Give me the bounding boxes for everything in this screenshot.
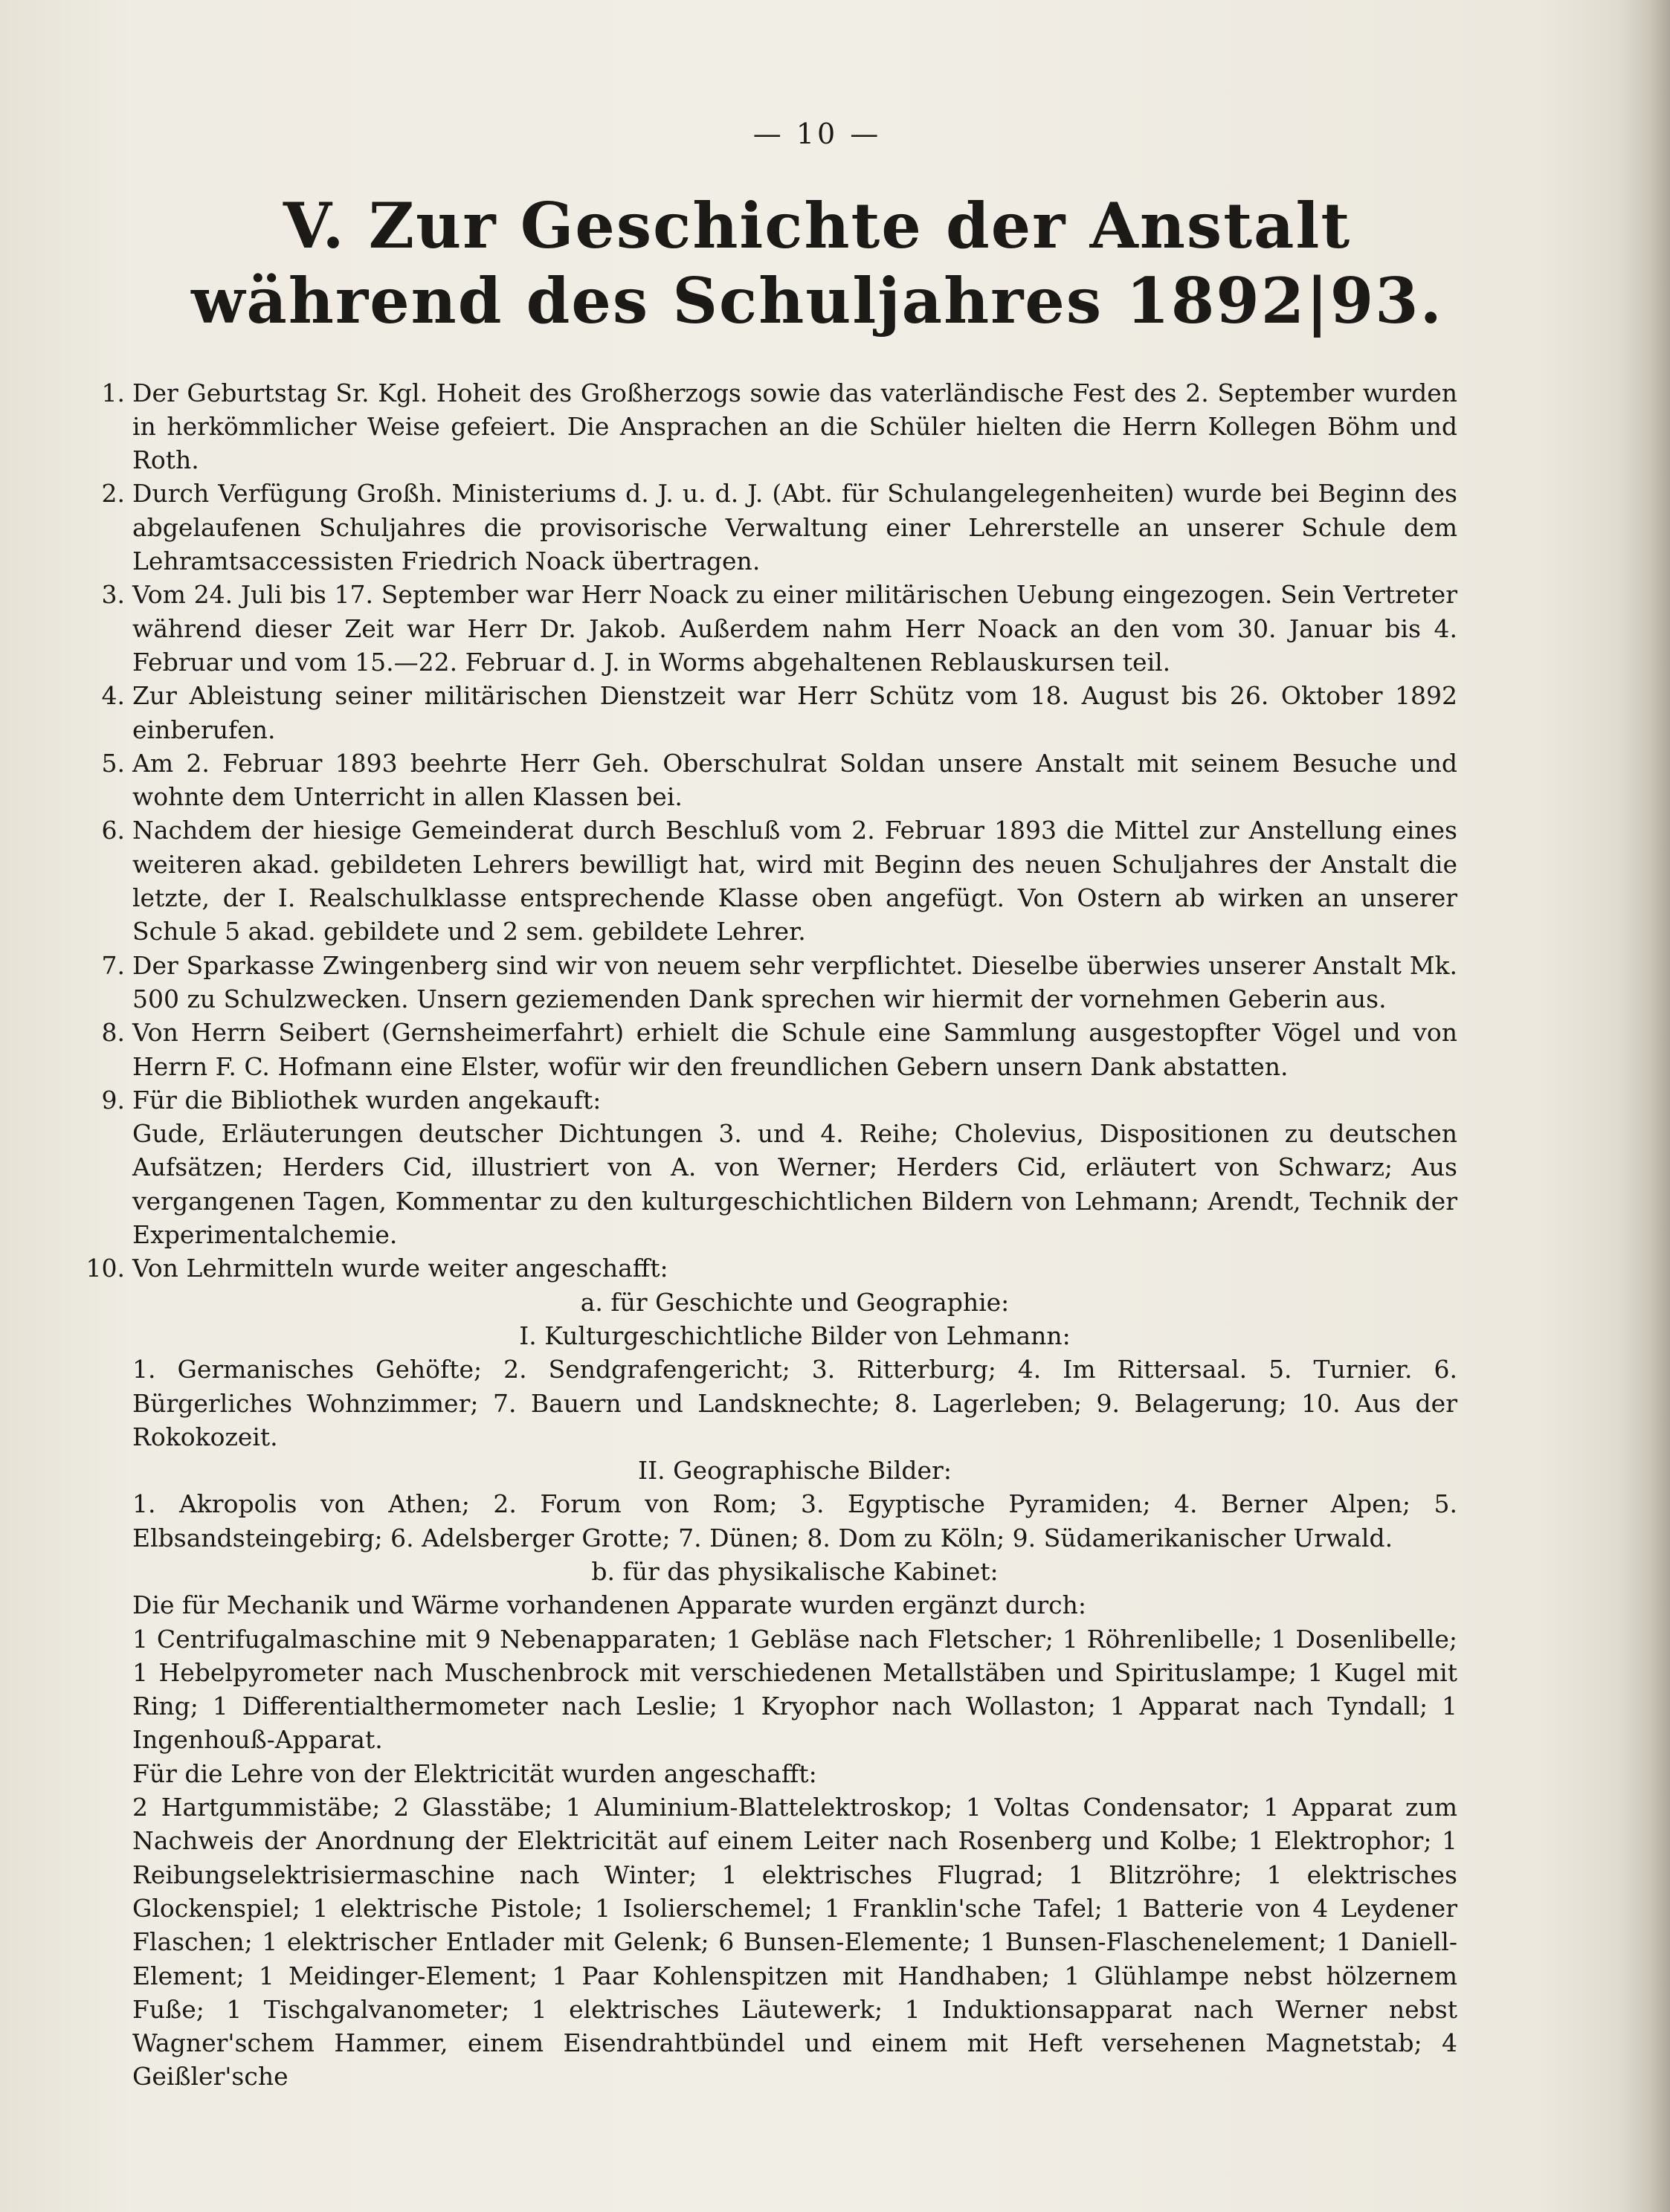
list-item (86, 1251, 1457, 1285)
section-intro-b: Die für Mechanik und Wärme vorhandenen Apparate wurden ergänzt durch: (132, 1590, 1087, 1620)
item-number: 1. (101, 378, 125, 407)
item-number: 2. (101, 479, 125, 509)
section-text-I: 1. Germanisches Gehöfte; 2. Sendgrafengericht; 3. Ritterburg; 4. Im Rittersaal. 5. Turnier. 6. Bürgerliches Wohnzimmer; 7. Bauern und Landsknechte; 8. Lagerleben; 9. Belagerung; 10. Aus der Rokokozeit. (132, 1355, 1457, 1451)
section-text-II: 1. Akropolis von Athen; 2. Forum von Rom; 3. Egyptische Pyramiden; 4. Berner Alpen; 5. Elbsandsteingebirg; 6. Adelsberger Grotte; 7. Dünen; 8. Dom zu Köln; 9. Südamerikanischer Urwald. (132, 1489, 1457, 1552)
item-text: Gude, Erläuterungen deutscher Dichtungen 3. und 4. Reihe; Cholevius, Dispositionen zu deutschen Aufsätzen; Herders Cid, illustriert von A. von Werner; Herders Cid, erläutert von Schwarz; Aus vergangenen Tagen, Kommentar zu den kulturgeschichtlichen Bildern von Lehmann; Arendt, Technik der Experimentalchemie. (132, 1119, 1457, 1250)
item-text: Der Sparkasse Zwingenberg sind wir von neuem sehr verpflichtet. Dieselbe überwies unserer Anstalt Mk. 500 zu Schulzwecken. Unsern geziemenden Dank sprechen wir hiermit der vornehmen Geberin aus. (132, 950, 1457, 1013)
section-heading-I: I. Kulturgeschichtliche Bilder von Lehmann: (519, 1321, 1071, 1350)
chapter-title-line-2: während des Schuljahres 1892|93. (191, 263, 1443, 338)
chronicle-list (86, 376, 1457, 2094)
item-text: Durch Verfügung Großh. Ministeriums d. J. u. d. J. (Abt. für Schulangelegenheiten) wurde bei Beginn des abgelaufenen Schuljahres die provisorische Verwaltung einer Lehrerstelle an unserer Schule dem Lehramtsaccessisten Friedrich Noack übertragen. (132, 479, 1457, 576)
page-number: — 10 — (752, 117, 882, 150)
section-intro-elektricitaet: Für die Lehre von der Elektricität wurden angeschafft: (132, 1758, 817, 1788)
chapter-title (177, 189, 1457, 339)
list-item (101, 1083, 1457, 1117)
section-heading-II: II. Geographische Bilder: (638, 1456, 952, 1486)
item-text: Von Herrn Seibert (Gernsheimerfahrt) erhielt die Schule eine Sammlung ausgestopfter Vögel und von Herrn F. C. Hofmann eine Elster, wofür wir den freundlichen Gebern unsern Dank abstatten. (132, 1018, 1457, 1081)
item-number: 5. (101, 748, 125, 778)
item-text: Vom 24. Juli bis 17. September war Herr Noack zu einer militärischen Uebung eingezogen. Sein Vertreter während dieser Zeit war Herr Dr. Jakob. Außerdem nahm Herr Noack an den vom 30. Januar bis 4. Februar und vom 15.—22. Februar d. J. in Worms abgehaltenen Reblauskursen teil. (132, 580, 1457, 677)
item-text: Am 2. Februar 1893 beehrte Herr Geh. Oberschulrat Soldan unsere Anstalt mit seinem Besuche und wohnte dem Unterricht in allen Klassen bei. (132, 748, 1457, 812)
item-text: Zur Ableistung seiner militärischen Dienstzeit war Herr Schütz vom 18. August bis 26. Oktober 1892 einberufen. (132, 681, 1457, 744)
list-item (101, 679, 1457, 747)
section-heading-b: b. für das physikalische Kabinet: (591, 1556, 999, 1586)
item-number: 9. (101, 1085, 125, 1115)
list-item (101, 376, 1457, 477)
chapter-title-line-1: V. Zur Geschichte der Anstalt (283, 189, 1352, 262)
list-item (101, 747, 1457, 814)
library-list (132, 1117, 1457, 1251)
page-content (86, 117, 1457, 2094)
list-item (101, 813, 1457, 948)
list-item (101, 477, 1457, 578)
list-item (101, 578, 1457, 679)
item-number: 7. (101, 950, 125, 980)
section-heading-a: a. für Geschichte und Geographie: (580, 1287, 1010, 1317)
item-text: Nachdem der hiesige Gemeinderat durch Beschluß vom 2. Februar 1893 die Mittel zur Anstellung eines weiteren akad. gebildeten Lehrers bewilligt hat, wird mit Beginn des neuen Schuljahres der Anstalt die letzte, der I. Realschulklasse entsprechende Klasse oben angefügt. Von Ostern ab wirken an unserer Schule 5 akad. gebildete und 2 sem. gebildete Lehrer. (132, 816, 1457, 947)
item-text: Der Geburtstag Sr. Kgl. Hoheit des Großherzogs sowie das vaterländische Fest des 2. September wurden in herkömmlicher Weise gefeiert. Die Ansprachen an die Schüler hielten die Herrn Kollegen Böhm und Roth. (132, 378, 1457, 475)
item-text: Von Lehrmitteln wurde weiter angeschafft: (132, 1254, 668, 1283)
item-text: Für die Bibliothek wurden angekauft: (132, 1085, 602, 1115)
section-text-elektricitaet: 2 Hartgummistäbe; 2 Glasstäbe; 1 Aluminium-Blattelektroskop; 1 Voltas Condensator; 1 Apparat zum Nachweis der Anordnung der Elektricität auf einem Leiter nach Rosenberg und Kolbe; 1 Elektrophor; 1 Reibungselektrisiermaschine nach Winter; 1 elektrisches Flugrad; 1 Blitzröhre; 1 elektrisches Glockenspiel; 1 elektrische Pistole; 1 Isolierschemel; 1 Franklin'sche Tafel; 1 Batterie von 4 Leydener Flaschen; 1 elektrischer Entlader mit Gelenk; 6 Bunsen-Elemente; 1 Bunsen-Flaschenelement; 1 Daniell-Element; 1 Meidinger-Element; 1 Paar Kohlenspitzen mit Handhaben; 1 Glühlampe nebst hölzernem Fuße; 1 Tischgalvanometer; 1 elektrisches Läutewerk; 1 Induktionsapparat nach Werner nebst Wagner'schem Hammer, einem Eisendrahtbündel und einem mit Heft versehenen Magnetstab; 4 Geißler'sche (132, 1793, 1457, 2092)
item-number: 10. (86, 1254, 125, 1283)
list-item (101, 1016, 1457, 1083)
item-number: 3. (101, 580, 125, 610)
item-number: 6. (101, 816, 125, 845)
list-item (101, 949, 1457, 1016)
book-spine-shadow (1618, 0, 1670, 2212)
item-number: 4. (101, 681, 125, 711)
item-number: 8. (101, 1018, 125, 1048)
section-text-b: 1 Centrifugalmaschine mit 9 Nebenapparaten; 1 Gebläse nach Fletscher; 1 Röhrenlibelle; 1 Dosenlibelle; 1 Hebelpyrometer nach Muschenbrock mit verschiedenen Metallstäben und Spirituslampe; 1 Kugel mit Ring; 1 Differentialthermometer nach Leslie; 1 Kryophor nach Wollaston; 1 Apparat nach Tyndall; 1 Ingenhouß-Apparat. (132, 1624, 1457, 1755)
